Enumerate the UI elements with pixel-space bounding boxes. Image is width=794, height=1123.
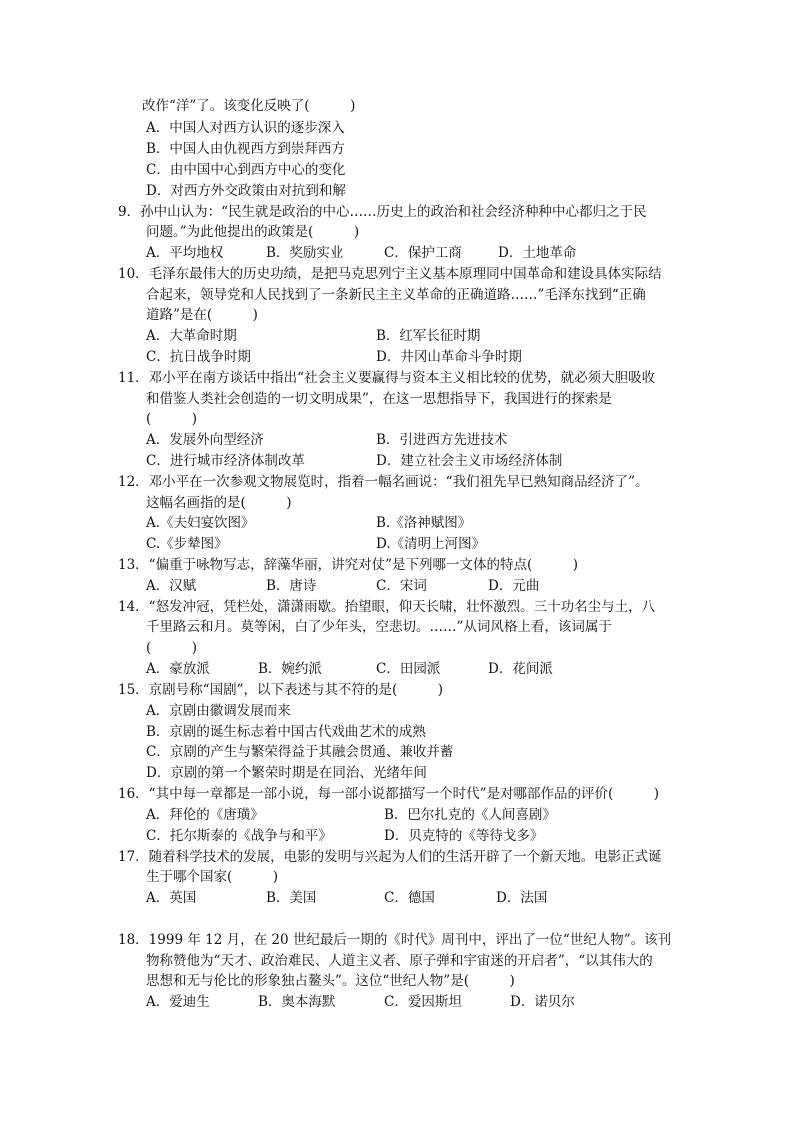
q11-stem-line3: ( ) — [146, 411, 198, 427]
q14-stem-line2: 千里路云和月。莫等闲，白了少年头，空悲切。……”从词风格上看，该词属于 — [146, 619, 612, 635]
q14-stem-line3: ( ) — [146, 640, 198, 656]
q17-option-a: A．英国 — [146, 890, 197, 906]
q17-option-d: D．法国 — [496, 890, 548, 906]
q14-option-b: B．婉约派 — [258, 661, 322, 677]
q18-stem-line1: 18．1999 年 12 月，在 20 世纪最后一期的《时代》周刊中，评出了一位“世纪人物”。该刊 — [118, 932, 672, 948]
q14-option-d: D．花间派 — [488, 661, 553, 677]
q17-option-b: B．美国 — [266, 890, 317, 906]
q10-option-d: D．井冈山革命斗争时期 — [376, 349, 522, 365]
q17-option-c: C．德国 — [384, 890, 435, 906]
q15-option-a: A．京剧由徽调发展而来 — [146, 703, 291, 719]
q10-option-a: A．大革命时期 — [146, 328, 237, 344]
q16-option-b: B．巴尔扎克的《人间喜剧》 — [384, 807, 556, 823]
q15-option-d: D．京剧的第一个繁荣时期是在同治、光绪年间 — [146, 765, 427, 781]
q11-option-a: A．发展外向型经济 — [146, 432, 264, 448]
q8-stem-continued: 改作“洋”了。该变化反映了( ) — [142, 98, 356, 114]
q12-option-d: D.《清明上河图》 — [376, 536, 486, 552]
q17-stem-line1: 17．随着科学技术的发展，电影的发明与兴起为人们的生活开辟了一个新天地。电影正式诞 — [118, 849, 662, 865]
q18-option-a: A．爱迪生 — [146, 994, 210, 1010]
q10-stem-line3: 道路”是在( ) — [146, 307, 258, 323]
q18-option-b: B．奥本海默 — [258, 994, 336, 1010]
q9-stem-line2: 问题。”为此他提出的政策是( ) — [146, 224, 360, 240]
q9-stem-line1: 9．孙中山认为：“民生就是政治的中心……历史上的政治和社会经济种种中心都归之于民 — [118, 204, 647, 220]
q9-option-d: D．土地革命 — [498, 245, 577, 261]
q8-option-c: C．由中国中心到西方中心的变化 — [146, 162, 346, 178]
q10-stem-line1: 10．毛泽东最伟大的历史功绩，是把马克思列宁主义基本原理同中国革命和建设具体实际结 — [118, 266, 662, 282]
q9-option-b: B．奖励实业 — [266, 245, 344, 261]
q18-option-d: D．诺贝尔 — [510, 994, 575, 1010]
q14-option-c: C．田园派 — [376, 661, 441, 677]
q8-option-d: D．对西方外交政策由对抗到和解 — [146, 183, 346, 199]
q10-option-c: C．抗日战争时期 — [146, 349, 251, 365]
q12-option-a: A.《夫妇宴饮图》 — [146, 515, 255, 531]
q14-option-a: A．豪放派 — [146, 661, 210, 677]
q12-option-c: C.《步辇图》 — [146, 536, 228, 552]
q18-stem-line3: 思想和无与伦比的形象独占鳌头”。这位“世纪人物”是( ) — [146, 973, 515, 989]
q13-stem-line1: 13．“偏重于咏物写志，辞藻华丽，讲究对仗”是下列哪一文体的特点( ) — [118, 557, 579, 573]
q13-option-d: D．元曲 — [488, 578, 540, 594]
q16-option-c: C．托尔斯泰的《战争与和平》 — [146, 828, 332, 844]
q14-stem-line1: 14．“怒发冲冠，凭栏处，潇潇雨歇。抬望眼，仰天长啸，壮怀激烈。三十功名尘与土，八 — [118, 599, 656, 615]
q10-option-b: B．红军长征时期 — [376, 328, 481, 344]
q16-option-a: A．拜伦的《唐璜》 — [146, 807, 264, 823]
q18-stem-line2: 物称赞他为“天才、政治难民、人道主义者、原子弹和宇宙迷的开启者”，“以其伟大的 — [146, 953, 653, 969]
q10-stem-line2: 合起来，领导党和人民找到了一条新民主主义革命的正确道路……”毛泽东找到“正确 — [146, 287, 646, 303]
q11-stem-line1: 11．邓小平在南方谈话中指出“社会主义要赢得与资本主义相比较的优势，就必须大胆吸收 — [118, 370, 656, 386]
q8-option-a: A．中国人对西方认识的逐步深入 — [146, 120, 345, 136]
q13-option-c: C．宋词 — [376, 578, 427, 594]
q15-option-b: B．京剧的诞生标志着中国古代戏曲艺术的成熟 — [146, 724, 426, 740]
q8-option-b: B．中国人由仇视西方到崇拜西方 — [146, 141, 345, 157]
q12-option-b: B.《洛神赋图》 — [376, 515, 472, 531]
q15-option-c: C．京剧的产生与繁荣得益于其融会贯通、兼收并蓄 — [146, 744, 454, 760]
q17-stem-line2: 生于哪个国家( ) — [146, 869, 279, 885]
q9-option-c: C．保护工商 — [384, 245, 462, 261]
q12-stem-line1: 12．邓小平在一次参观文物展览时，指着一幅名画说：“我们祖先早已熟知商品经济了”。 — [118, 474, 649, 490]
q12-stem-line2: 这幅名画指的是( ) — [146, 495, 292, 511]
q13-option-a: A．汉赋 — [146, 578, 197, 594]
q18-option-c: C．爱因斯坦 — [384, 994, 462, 1010]
q11-stem-line2: 和借鉴人类社会创造的一切文明成果”，在这一思想指导下，我国进行的探索是 — [146, 391, 612, 407]
q11-option-b: B．引进西方先进技术 — [376, 432, 508, 448]
q9-option-a: A．平均地权 — [146, 245, 224, 261]
q16-stem-line1: 16．“其中每一章都是一部小说，每一部小说都描写一个时代”是对哪部作品的评价( ) — [118, 786, 660, 802]
q11-option-d: D．建立社会主义市场经济体制 — [376, 453, 563, 469]
q13-option-b: B．唐诗 — [266, 578, 317, 594]
q16-option-d: D．贝克特的《等待戈多》 — [384, 828, 544, 844]
q15-stem-line1: 15．京剧号称“国剧”，以下表述与其不符的是( ) — [118, 682, 444, 698]
q11-option-c: C．进行城市经济体制改革 — [146, 453, 305, 469]
